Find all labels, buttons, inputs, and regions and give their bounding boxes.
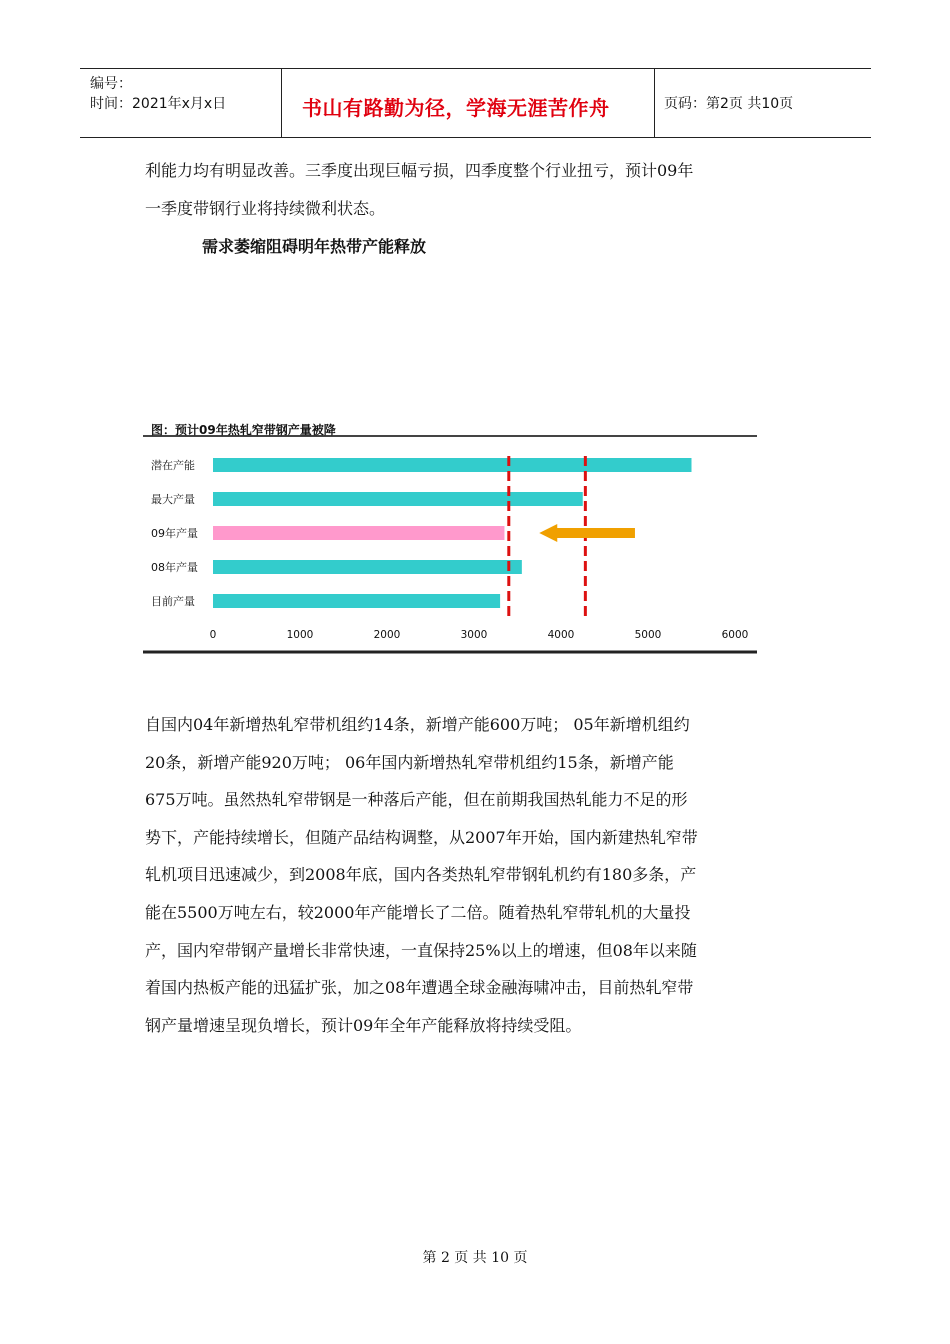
chart-tick-label: 1000 [286, 629, 314, 641]
header-motto-cell [282, 69, 655, 137]
chart-category-label: 目前产量 [151, 595, 195, 608]
chart-category-label: 最大产量 [151, 493, 195, 506]
chart-tick-label: 6000 [721, 629, 749, 641]
paragraph-2 [145, 706, 810, 1044]
page-info: 页码：第2页 共10页 [664, 96, 794, 112]
bar-chart [143, 416, 757, 656]
section-heading: 需求萎缩阻碍明年热带产能释放 [202, 237, 427, 256]
time-label: 时间：2021年x月x日 [90, 96, 227, 112]
paragraph-1 [145, 152, 805, 227]
paragraph-line: 675万吨。虽然热轧窄带钢是一种落后产能，但在前期我国热轧能力不足的形 [145, 790, 688, 810]
chart-tick-label: 3000 [460, 629, 488, 641]
chart-arrow-head [539, 524, 557, 542]
paragraph-line: 能在5500万吨左右，较2000年产能增长了二倍。随着热轧窄带轧机的大量投 [145, 902, 691, 922]
chart-arrow-shaft [555, 528, 635, 538]
chart-category-label: 08年产量 [151, 561, 198, 574]
paragraph-line: 着国内热板产能的迅猛扩张，加之08年遭遇全球金融海啸冲击，目前热轧窄带 [145, 978, 694, 998]
chart-bar [213, 526, 504, 540]
number-label: 编号： [90, 76, 132, 92]
chart-bar [213, 458, 692, 472]
paragraph-line: 轧机项目迅速减少，到2008年底，国内各类热轧窄带钢轧机约有180多条，产 [145, 865, 697, 885]
paragraph-line: 自国内04年新增热轧窄带机组约14条，新增产能600万吨； 05年新增机组约 [145, 715, 690, 734]
paragraph-line: 一季度带钢行业将持续微利状态。 [145, 198, 386, 218]
header-meta-cell [80, 69, 282, 137]
chart-bar [213, 594, 500, 608]
page-footer: 第 2 页 共 10 页 [422, 1250, 528, 1266]
chart-category-label: 潜在产能 [151, 459, 195, 472]
chart-category-label: 09年产量 [151, 527, 198, 540]
motto-text: 书山有路勤为径，学海无涯苦作舟 [302, 96, 610, 120]
chart-tick-label: 4000 [547, 629, 575, 641]
paragraph-line: 20条，新增产能920万吨； 06年国内新增热轧窄带机组约15条，新增产能 [145, 752, 674, 772]
chart-tick-label: 2000 [373, 629, 401, 641]
document-header [80, 68, 871, 138]
chart-tick-label: 0 [209, 629, 217, 641]
paragraph-line: 势下，产能持续增长，但随产品结构调整，从2007年开始，国内新建热轧窄带 [145, 827, 698, 847]
chart-bar [213, 492, 583, 506]
chart-title: 图：预计09年热轧窄带钢产量被降 [151, 423, 336, 437]
paragraph-line: 产，国内窄带钢产量增长非常快速，一直保持25%以上的增速，但08年以来随 [145, 940, 697, 960]
chart-tick-label: 5000 [634, 629, 662, 641]
paragraph-line: 利能力均有明显改善。三季度出现巨幅亏损，四季度整个行业扭亏，预计09年 [145, 161, 694, 180]
chart-bar [213, 560, 522, 574]
chart-svg [143, 416, 757, 656]
paragraph-line: 钢产量增速呈现负增长，预计09年全年产能释放将持续受阻。 [145, 1015, 582, 1035]
